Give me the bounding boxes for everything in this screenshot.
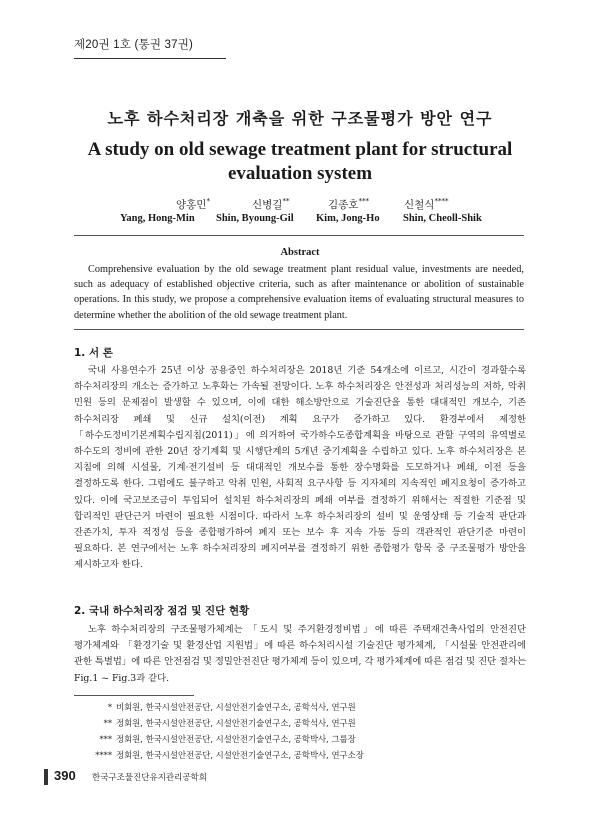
author-name-en: Kim, Jong-Ho [316, 213, 380, 224]
abstract-heading: Abstract [280, 247, 320, 258]
author-name-ko: 양홍민* [176, 197, 210, 211]
author-name-ko: 신철식**** [404, 197, 449, 211]
abstract-top-rule [74, 235, 524, 236]
footnote: * 비회원, 한국시설안전공단, 시설안전기술연구소, 공학석사, 연구원 [107, 702, 356, 712]
title-english: A study on old sewage treatment plant for structural evaluation system [87, 139, 513, 184]
page-number: 390 [54, 768, 76, 783]
abstract-bottom-rule [74, 329, 524, 330]
author-name-en: Shin, Byoung-Gil [216, 213, 294, 224]
journal-volume: 제20권 1호 (통권 37권) [74, 39, 194, 51]
abstract-text: Comprehensive evaluation by the old sewage treatment plant residual value, investments are needed, such as adequacy of established objective criteria, such as after maintenance or abolition of sustainable operations. In this study, we propose a comprehensive evaluation items of evaluating structural measures to determine whether the abolition of the old sewage treatment plant. [74, 264, 524, 321]
section-body-status: 노후 하수처리장의 구조물평가체계는 「도시 및 주거환경정비법」에 따른 주택재건축사업의 안전진단 평가체계와 「환경기술 및 환경산업 지원법」에 따른 하수처리시설 기술진단 평가체계, 「시설물 안전관리에 관한 특별법」에 따른 안전점검 및 정밀안전진단 평가체계 등이 있으며, 각 평가체계에 따른 점검 및 진단 절차는 Fig.1 ~ Fig.3과 같다. [74, 624, 526, 684]
footer-bar [44, 769, 48, 785]
footnote: ** 정회원, 한국시설안전공단, 시설안전기술연구소, 공학석사, 연구원 [103, 718, 356, 728]
author-name-en: Shin, Cheoll-Shik [403, 213, 482, 224]
journal-name: 한국구조물진단유지관리공학회 [92, 773, 207, 783]
section-body-introduction: 국내 사용연수가 25년 이상 공용중인 하수처리장은 2018년 기준 54개소에 이르고, 시간이 경과할수록 하수처리장의 개소는 증가하고 노후화는 가속될 전망이다. 노후 하수처리장은 안전성과 처리성능의 저하, 악취 민원 등의 문제점이 발생할 수 있으며, 이에 대한 해소방안으로 기술진단을 통한 대대적인 개보수, 기존 하수처리장 폐쇄 및 신규 설치(이전) 계획 요구가 증가하고 있다. 환경부에서 제정한 「하수도정비기본계획수립지침(2011)」에 의거하여 국가하수도종합계획을 바탕으로 관할 구역의 유역별로 하수도의 정비에 관한 20년 장기계획 및 시행단계의 5개년 중기계획을 수립하고 있다. 노후 하수처리장은 본 지침에 의해 시설물, 기계·전기설비 등 대대적인 개보수를 통한 장수명화를 도모하거나 폐쇄, 이전 등을 결정하도록 한다. 그럼에도 불구하고 악취 민원, 사회적 요구사항 등 지자체의 지속적인 폐지요청이 증가하고 있다. 이에 국고보조금이 투입되어 설치된 하수처리장의 폐쇄 여부를 결정하기 위해서는 적절한 기준점 및 합리적인 판단근거 마련이 필요한 시점이다. 따라서 노후 하수처리장의 설비 및 운영상태 등 기술적 판단과 잔존가치, 투자 적정성 등을 종합평가하여 폐지 또는 보수 후 지속 가동 등의 객관적인 판단기준 마련이 필요하다. 본 연구에서는 노후 하수처리장의 폐지여부를 결정하기 위한 종합평가 항목 중 구조물평가 방안을 제시하고자 한다. [74, 365, 526, 571]
footnote-rule [74, 695, 194, 696]
author-name-ko: 김종호*** [328, 197, 369, 211]
footnote: *** 정회원, 한국시설안전공단, 시설안전기술연구소, 공학박사, 그룹장 [99, 734, 356, 744]
footnotes [90, 699, 364, 763]
author-name-ko: 신병길** [252, 197, 290, 211]
section-heading-introduction: 1. 서 론 [74, 347, 113, 359]
header-rule [74, 58, 226, 59]
section-heading-status: 2. 국내 하수처리장 점검 및 진단 현황 [74, 605, 250, 617]
author-name-en: Yang, Hong-Min [120, 213, 195, 224]
title-korean: 노후 하수처리장 개축을 위한 구조물평가 방안 연구 [107, 109, 493, 128]
footnote: **** 정회원, 한국시설안전공단, 시설안전기술연구소, 공학박사, 연구소장 [95, 750, 364, 760]
